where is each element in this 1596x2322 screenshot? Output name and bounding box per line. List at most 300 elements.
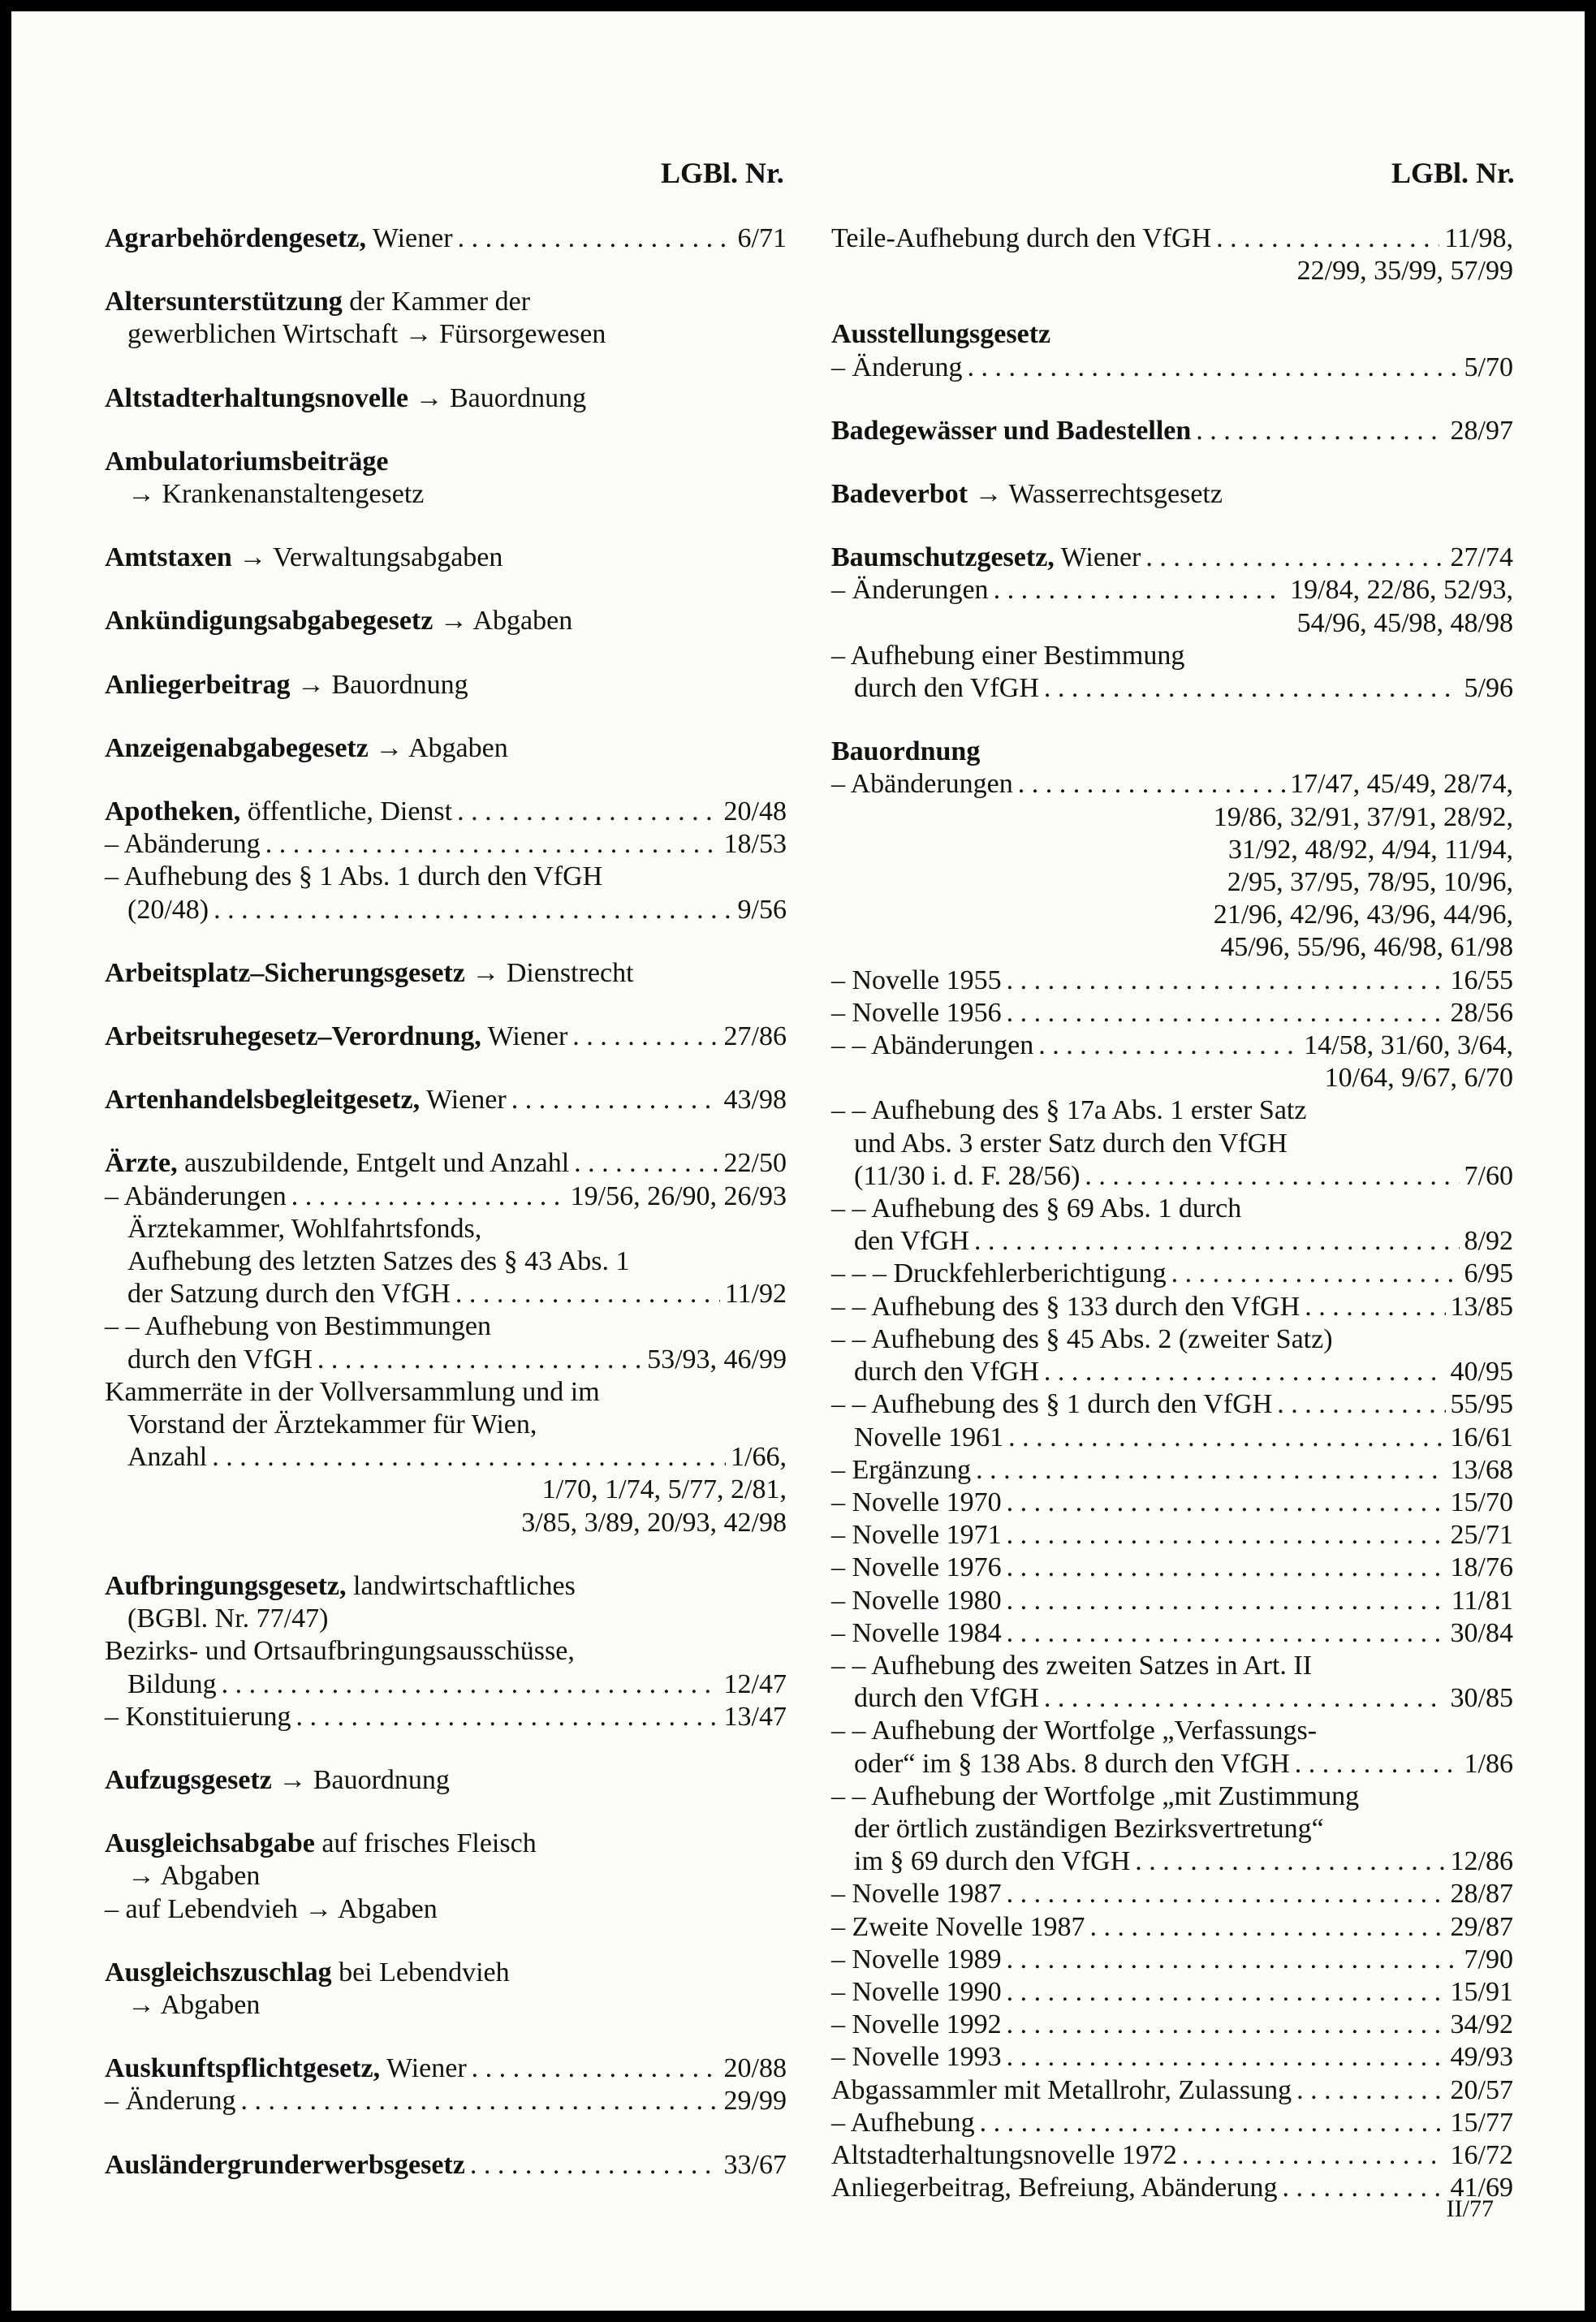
entry-text [105, 1180, 287, 1213]
entry-description: – Abänderung [105, 829, 261, 860]
entry-description: Bildung [127, 1668, 217, 1699]
dot-leader [1196, 415, 1445, 447]
entry-text [831, 415, 1191, 447]
dot-leader [222, 1668, 719, 1701]
entry-line [831, 542, 1513, 574]
entry-description: landwirtschaftliches [346, 1570, 576, 1601]
entry-line [105, 1989, 787, 2022]
entry-line [105, 542, 787, 574]
entry-line [831, 1813, 1513, 1845]
entry-description: – Novelle 1980 [831, 1585, 1002, 1616]
entry-line [831, 1780, 1513, 1813]
entry-description: → Wasserrechtsgesetz [968, 479, 1223, 510]
entry-line [105, 1147, 787, 1180]
entry-line [831, 1748, 1513, 1780]
entry-description: – – Aufhebung des zweiten Satzes in Art. II [831, 1650, 1313, 1681]
entry-continuation-refs: 21/96, 42/96, 43/96, 44/96, [1213, 900, 1513, 930]
entry-text [105, 2085, 235, 2117]
entry-keyword: Anzeigenabgabegesetz [105, 732, 369, 763]
entry-description: – Novelle 1976 [831, 1552, 1002, 1583]
entry-description: – Aufhebung des § 1 Abs. 1 durch den VfGH [105, 861, 603, 892]
entry-text [854, 1128, 1288, 1160]
gazette-reference: 12/47 [723, 1668, 787, 1699]
index-entry [831, 478, 1513, 511]
entry-line [105, 222, 787, 255]
gazette-reference: 1/86 [1464, 1748, 1513, 1779]
gazette-reference: 7/60 [1464, 1160, 1513, 1191]
dot-leader [1007, 1519, 1446, 1552]
entry-text [127, 1441, 207, 1474]
entry-text [854, 672, 1039, 705]
entry-description: Wiener [420, 1085, 507, 1116]
entry-description: Teile-Aufhebung durch den VfGH [831, 223, 1212, 253]
entry-line [831, 1519, 1513, 1552]
entry-line [105, 894, 787, 926]
entry-continuation-refs: 1/70, 1/74, 5/77, 2/81, [541, 1474, 787, 1505]
index-entry [105, 1084, 787, 1116]
entry-line [831, 1323, 1513, 1356]
entry-description: – auf Lebendvieh → Abgaben [105, 1893, 438, 1924]
entry-text [831, 1454, 971, 1487]
entry-description: → Abgaben [127, 1989, 261, 2020]
entry-line [831, 672, 1513, 705]
index-entry [105, 796, 787, 926]
index-entry [105, 1828, 787, 1926]
index-entry [105, 286, 787, 351]
entry-keyword: Aufzugsgesetz [105, 1764, 272, 1795]
entry-text [831, 2172, 1277, 2204]
entry-text [105, 828, 261, 861]
entry-description: → Abgaben [433, 606, 573, 637]
entry-description: – – Aufhebung der Wortfolge „mit Zustimmung [831, 1780, 1360, 1811]
dot-leader [470, 2149, 719, 2182]
dot-leader [295, 1701, 718, 1733]
entry-description: – Änderung [831, 352, 963, 382]
entry-text [127, 1213, 481, 1245]
entry-description: → Bauordnung [271, 1764, 450, 1795]
entry-line [831, 1291, 1513, 1323]
gazette-reference: 20/48 [723, 796, 787, 827]
dot-leader [214, 894, 732, 926]
gazette-reference: 28/97 [1450, 415, 1513, 446]
entry-line [831, 1878, 1513, 1910]
entry-text [854, 1813, 1324, 1845]
entry-line [831, 1585, 1513, 1617]
entry-text [105, 605, 572, 637]
entry-line [831, 2107, 1513, 2139]
entry-description: – Novelle 1984 [831, 1617, 1002, 1648]
entry-text [831, 2041, 1002, 2074]
entry-description: → Dienstrecht [464, 957, 634, 988]
dot-leader [1007, 2041, 1446, 2074]
entry-line [831, 1258, 1513, 1290]
entry-line [105, 1409, 787, 1441]
entry-description: und Abs. 3 erster Satz durch den VfGH [854, 1128, 1288, 1159]
entry-description: – Konstituierung [105, 1701, 291, 1732]
entry-line [105, 1603, 787, 1635]
entry-description: Vorstand der Ärztekammer für Wien, [127, 1409, 537, 1440]
index-entry [831, 318, 1513, 383]
entry-text [105, 542, 503, 574]
entry-continuation-refs: 10/64, 9/67, 6/70 [1324, 1063, 1513, 1094]
entry-description: – Novelle 1989 [831, 1944, 1002, 1975]
entry-keyword: Ausgleichszuschlag [105, 1957, 332, 1988]
gazette-reference: 20/57 [1450, 2074, 1513, 2105]
entry-description: Novelle 1961 [854, 1422, 1004, 1452]
gazette-reference: 12/86 [1450, 1846, 1513, 1877]
entry-keyword: Apotheken, [105, 796, 241, 827]
entry-description: Altstadterhaltungsnovelle 1972 [831, 2139, 1177, 2170]
dot-leader [1007, 1878, 1446, 1910]
dot-leader [1007, 1585, 1447, 1617]
entry-text [831, 1650, 1312, 1682]
entry-line [105, 828, 787, 861]
dot-leader [455, 1278, 720, 1310]
dot-leader [1295, 1748, 1460, 1780]
entry-keyword: Artenhandelsbegleitgesetz, [105, 1085, 421, 1116]
entry-text [831, 1388, 1272, 1421]
entry-text [854, 1845, 1130, 1878]
entry-keyword: Agrarbehördengesetz, [105, 223, 366, 253]
gazette-reference: 20/88 [723, 2053, 787, 2084]
entry-text [105, 1021, 567, 1053]
entry-line [105, 446, 787, 478]
entry-text [831, 768, 1013, 801]
entry-line [105, 1376, 787, 1409]
entry-keyword: Ankündigungsabgabegesetz [105, 606, 434, 637]
entry-keyword: Anliegerbeitrag [105, 669, 291, 700]
entry-line [105, 1957, 787, 1989]
entry-line [831, 1682, 1513, 1715]
entry-text [105, 1828, 537, 1860]
entry-text [105, 222, 453, 255]
gazette-reference: 15/91 [1450, 1976, 1513, 2007]
entry-line [831, 2041, 1513, 2074]
gazette-reference: 13/85 [1450, 1291, 1513, 1322]
dot-leader [1007, 1976, 1446, 2009]
entry-line [831, 997, 1513, 1029]
gazette-reference: 34/92 [1450, 2009, 1513, 2040]
entry-text [127, 1344, 313, 1376]
entry-description: Bezirks- und Ortsaufbringungsausschüsse, [105, 1636, 575, 1667]
entry-text [831, 1780, 1359, 1813]
entry-line [105, 1021, 787, 1053]
entry-text [105, 1635, 575, 1668]
gazette-reference: 29/99 [723, 2086, 787, 2117]
gazette-reference: 40/95 [1450, 1357, 1513, 1388]
entry-line [105, 1180, 787, 1213]
entry-text [105, 382, 586, 415]
index-entry [105, 222, 787, 255]
entry-description: gewerblichen Wirtschaft → Fürsorgewesen [127, 319, 606, 350]
entry-line [105, 1213, 787, 1245]
entry-continuation-refs: 45/96, 55/96, 46/98, 61/98 [1220, 932, 1513, 963]
entry-line [831, 1128, 1513, 1160]
entry-text [831, 222, 1211, 255]
right-column-header: LGBl. Nr. [1391, 157, 1515, 189]
dot-leader [458, 222, 733, 255]
dot-leader [1085, 1160, 1459, 1193]
gazette-reference: 27/86 [723, 1021, 787, 1052]
gazette-reference: 29/87 [1450, 1911, 1513, 1942]
entry-text [105, 2052, 467, 2085]
index-entry [105, 2052, 787, 2117]
entry-text [854, 1682, 1039, 1715]
entry-description: – Novelle 1990 [831, 1976, 1002, 2007]
gazette-reference: 33/67 [723, 2149, 787, 2180]
entry-text [127, 1278, 451, 1310]
entry-description: oder“ im § 138 Abs. 8 durch den VfGH [854, 1748, 1290, 1779]
dot-leader [572, 1021, 718, 1053]
entry-description: durch den VfGH [854, 1683, 1039, 1714]
left-index-column [105, 222, 787, 2212]
entry-description: – – Aufhebung von Bestimmungen [105, 1311, 491, 1342]
entry-line [105, 1828, 787, 1860]
dot-leader [1007, 1552, 1446, 1584]
entry-description: den VfGH [854, 1226, 969, 1257]
right-index-column [831, 222, 1513, 2235]
entry-text [105, 1570, 576, 1603]
entry-description: – – Aufhebung des § 17a Abs. 1 erster Satz [831, 1095, 1307, 1126]
entry-description: – Novelle 1992 [831, 2009, 1002, 2040]
entry-line [831, 1454, 1513, 1487]
entry-line [105, 1245, 787, 1278]
dot-leader [472, 2052, 719, 2085]
entry-description: – Änderungen [831, 575, 989, 606]
dot-leader [1090, 1911, 1446, 1944]
entry-description: durch den VfGH [127, 1344, 313, 1375]
entry-text [831, 1585, 1002, 1617]
entry-text [105, 446, 388, 478]
entry-text [831, 1323, 1333, 1356]
entry-line [831, 736, 1513, 768]
entry-description: – – Aufhebung des § 69 Abs. 1 durch [831, 1193, 1242, 1224]
entry-line [831, 965, 1513, 997]
entry-continuation-refs: 3/85, 3/89, 20/93, 42/98 [521, 1507, 787, 1538]
entry-line [831, 318, 1513, 351]
entry-text [127, 1603, 328, 1635]
entry-keyword: Altersunterstützung [105, 287, 343, 317]
entry-line [105, 1278, 787, 1310]
entry-line [105, 478, 787, 511]
entry-text [127, 1989, 260, 2022]
entry-line [105, 2085, 787, 2117]
entry-line [831, 2074, 1513, 2107]
gazette-reference: 13/68 [1450, 1454, 1513, 1485]
dot-leader [1182, 2139, 1446, 2172]
entry-line [105, 318, 787, 351]
entry-line [105, 796, 787, 828]
entry-text [831, 2107, 975, 2139]
gazette-reference: 17/47, 45/49, 28/74, [1290, 769, 1513, 800]
entry-text [105, 1893, 438, 1926]
dot-leader [1135, 1845, 1445, 1878]
entry-keyword: Bauordnung [831, 736, 981, 767]
entry-keyword: Ausstellungsgesetz [831, 319, 1051, 350]
entry-line [105, 957, 787, 990]
entry-line [831, 1193, 1513, 1225]
dot-leader [994, 574, 1286, 606]
index-entry [105, 2149, 787, 2182]
entry-text [127, 1860, 260, 1893]
index-entry [831, 222, 1513, 287]
entry-line [831, 1976, 1513, 2009]
entry-line [831, 2172, 1513, 2204]
entry-line [831, 478, 1513, 511]
entry-line [831, 1029, 1513, 1062]
entry-line [105, 1701, 787, 1733]
entry-keyword: Ärzte, [105, 1148, 178, 1179]
dot-leader [1008, 1422, 1445, 1454]
dot-leader [291, 1180, 566, 1213]
gazette-reference: 27/74 [1450, 542, 1513, 573]
gazette-reference: 5/96 [1464, 673, 1513, 704]
gazette-reference: 8/92 [1464, 1226, 1513, 1257]
entry-text [831, 478, 1223, 511]
entry-text [105, 1764, 450, 1797]
entry-description: – Novelle 1993 [831, 2042, 1002, 2073]
entry-text [831, 1487, 1002, 1519]
gazette-reference: 18/53 [723, 829, 787, 860]
entry-text [127, 318, 606, 351]
entry-keyword: Badeverbot [831, 479, 968, 510]
dot-leader [317, 1344, 642, 1376]
entry-text [105, 1147, 569, 1180]
entry-text [831, 1617, 1002, 1650]
dot-leader [1277, 1388, 1445, 1421]
entry-description: (11/30 i. d. F. 28/56) [854, 1160, 1081, 1191]
entry-description: – – Aufhebung des § 133 durch den VfGH [831, 1291, 1301, 1322]
entry-line [831, 1160, 1513, 1193]
entry-line [105, 1635, 787, 1668]
entry-line [831, 2139, 1513, 2172]
entry-text [105, 1701, 291, 1733]
entry-text [831, 965, 1002, 997]
dot-leader [967, 352, 1459, 384]
entry-continuation-refs: 22/99, 35/99, 57/99 [1296, 256, 1513, 287]
dot-leader [1044, 672, 1460, 705]
entry-text [831, 1552, 1002, 1584]
entry-line [105, 1570, 787, 1603]
entry-text [105, 796, 452, 828]
entry-text [127, 1668, 217, 1701]
entry-line [105, 1860, 787, 1893]
dot-leader [1216, 222, 1439, 255]
entry-line [105, 1344, 787, 1376]
entry-description: → Bauordnung [290, 669, 468, 700]
dot-leader [1038, 1029, 1299, 1062]
dot-leader [1007, 965, 1446, 997]
dot-leader [511, 1084, 719, 1116]
entry-text [831, 574, 989, 606]
entry-text [831, 1878, 1002, 1910]
entry-text [831, 1944, 1002, 1976]
entry-line [831, 640, 1513, 672]
gazette-reference: 18/76 [1450, 1552, 1513, 1583]
entry-keyword: Badegewässer und Badestellen [831, 415, 1192, 446]
gazette-reference: 11/81 [1451, 1585, 1513, 1616]
index-entry [831, 415, 1513, 447]
entry-line [831, 1911, 1513, 1944]
gazette-reference: 30/85 [1450, 1683, 1513, 1714]
dot-leader [1171, 1258, 1460, 1290]
entry-text [854, 1160, 1080, 1193]
gazette-reference: 16/61 [1450, 1422, 1513, 1452]
gazette-reference: 43/98 [723, 1085, 787, 1116]
entry-description: – Änderung [105, 2086, 236, 2117]
entry-description: der Kammer der [342, 287, 531, 317]
entry-text [105, 1957, 510, 1989]
entry-text [831, 318, 1050, 351]
entry-keyword: Auskunftspflichtgesetz, [105, 2053, 381, 2084]
entry-description: → Verwaltungsabgaben [231, 542, 503, 573]
entry-keyword: Ambulatoriumsbeiträge [105, 446, 389, 477]
entry-line [831, 1650, 1513, 1682]
entry-description: Wiener [481, 1021, 568, 1052]
entry-description: – – Abänderungen [831, 1030, 1034, 1061]
index-entry [105, 1957, 787, 2022]
entry-line [105, 1441, 787, 1474]
entry-description: – – – Druckfehlerberichtigung [831, 1258, 1167, 1289]
entry-line [831, 1487, 1513, 1519]
page-number: II/77 [1446, 2195, 1494, 2222]
dot-leader [974, 1225, 1460, 1258]
entry-description: Ärztekammer, Wohlfahrtsfonds, [127, 1213, 482, 1244]
entry-text [105, 861, 602, 893]
left-column-header: LGBl. Nr. [661, 157, 784, 189]
dot-leader [1282, 2172, 1445, 2204]
entry-description: öffentliche, Dienst [240, 796, 453, 827]
entry-description: Anliegerbeitrag, Befreiung, Abänderung [831, 2173, 1278, 2203]
dot-leader [574, 1147, 718, 1180]
entry-line [831, 352, 1513, 384]
entry-text [831, 352, 962, 384]
entry-text [854, 1748, 1290, 1780]
entry-text [127, 894, 209, 926]
entry-description: – Abänderungen [105, 1180, 287, 1211]
gazette-reference: 55/95 [1450, 1389, 1513, 1420]
index-entry [105, 1764, 787, 1797]
dot-leader [976, 1454, 1445, 1487]
gazette-reference: 5/70 [1464, 352, 1513, 382]
entry-description: der Satzung durch den VfGH [127, 1279, 451, 1310]
entry-continuation-refs: 19/86, 32/91, 37/91, 28/92, [1213, 801, 1513, 832]
entry-line [831, 1094, 1513, 1127]
entry-line [105, 605, 787, 637]
gazette-reference: 15/77 [1450, 2107, 1513, 2138]
dot-leader [1044, 1356, 1446, 1388]
gazette-reference: 13/47 [723, 1701, 787, 1732]
entry-text [854, 1356, 1039, 1388]
gazette-reference: 7/90 [1464, 1944, 1513, 1975]
entry-line [831, 1715, 1513, 1747]
gazette-reference: 16/55 [1450, 965, 1513, 995]
gazette-reference: 41/69 [1450, 2173, 1513, 2203]
dot-leader [1296, 2074, 1445, 2107]
entry-text [854, 1225, 969, 1258]
entry-line [831, 2009, 1513, 2041]
entry-continuation-refs: 31/92, 48/92, 4/94, 11/94, [1227, 834, 1513, 865]
entry-description: – Aufhebung einer Bestimmung [831, 640, 1185, 671]
entry-text [127, 478, 424, 511]
entry-line [831, 1845, 1513, 1878]
entry-line [105, 1084, 787, 1116]
entry-text [854, 1422, 1003, 1454]
entry-text [831, 1029, 1033, 1062]
entry-description: → Krankenanstaltengesetz [127, 479, 425, 510]
gazette-reference: 11/98, [1444, 223, 1513, 253]
entry-line [831, 1552, 1513, 1584]
